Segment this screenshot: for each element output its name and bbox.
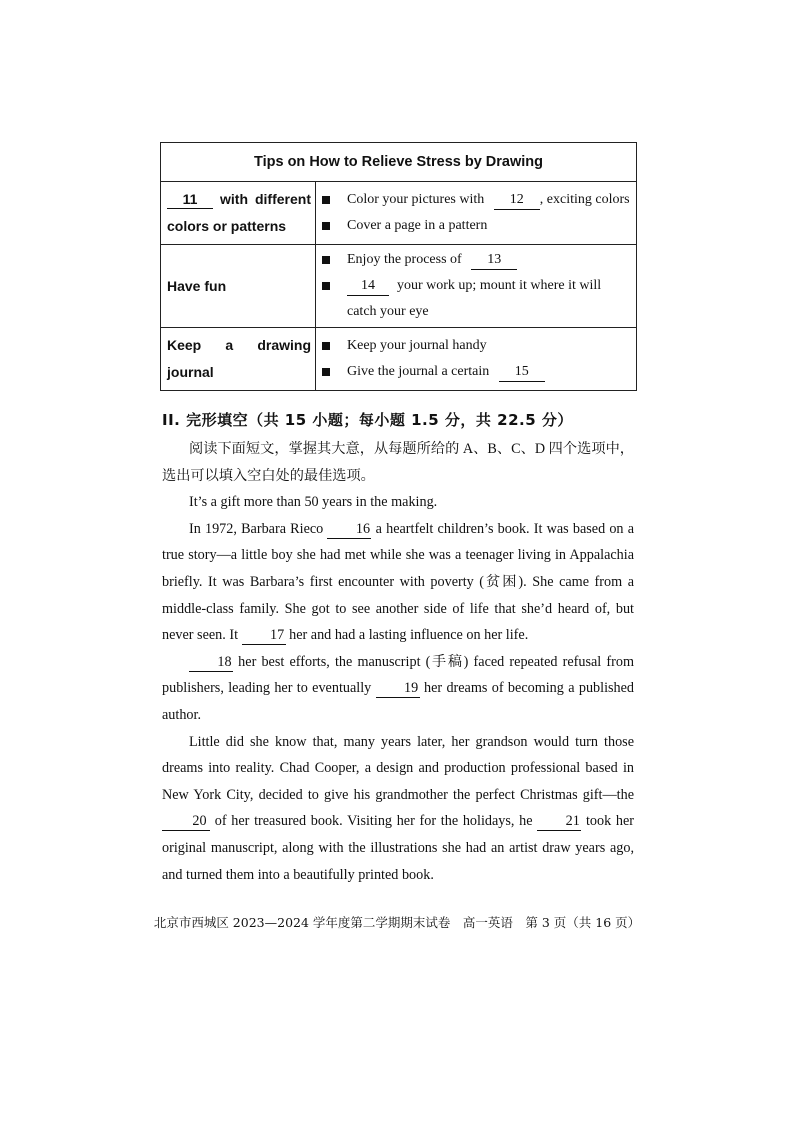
row-tips [316,328,637,391]
paragraph-text: her dreams of becoming a published author. [162,680,635,723]
tips-table [160,142,637,391]
paragraph: It’s a gift more than 50 years in the making. [189,494,438,511]
table-row [161,328,637,391]
blank-13: 13 [471,251,517,270]
blank-16: 16 [327,520,371,539]
paragraph [162,649,634,729]
tip-item [322,213,632,239]
table-row [161,182,637,245]
row-heading: Keep a drawing journal [161,328,316,391]
tip-item [322,273,632,325]
blank-12: 12 [494,191,540,210]
section-title: II. 完形填空（共 15 小题；每小题 1.5 分，共 22.5 分） [162,411,573,429]
paragraph-text: In 1972, Barbara Rieco [189,520,324,537]
row-tips [316,245,637,328]
blank-21: 21 [537,812,581,831]
blank-19: 19 [376,679,420,698]
paragraph-text: a heartfelt children’s book. It was based on a true story—a little boy she had met while she was a teenager living in Appalachia briefly. It was Barbara’s first encounter with poverty (贫困). She came from a middle-class family. She got to see another side of life that she’d heard of, but never seen. It [162,520,635,644]
tip-text: Give the journal a certain [347,364,490,379]
blank-20: 20 [162,812,210,831]
blank-18: 18 [189,653,233,672]
paragraph [162,516,634,649]
tip-text: your work up; mount it where it will catch your eye [347,278,602,319]
blank-14: 14 [347,277,389,296]
tip-item [322,247,632,273]
row-heading: Have fun [161,245,316,328]
square-bullet-icon [322,196,330,204]
page-footer: 北京市西城区 2023—2024 学年度第二学期期末试卷 高一英语 第 3 页（共 16 页） [153,915,641,930]
tip-item [322,333,632,359]
table-row [161,245,637,328]
paragraph [162,729,634,889]
blank-17: 17 [242,626,286,645]
instruction: 阅读下面短文，掌握其大意，从每题所给的 A、B、C、D 四个选项中，选出可以填入空白处的最佳选项。 [162,441,634,484]
tip-item [322,359,632,385]
row-heading [161,182,316,245]
tip-text: Keep your journal handy [347,338,487,353]
cloze-passage [162,436,634,888]
blank-11: 11 [167,190,213,209]
table-title: Tips on How to Relieve Stress by Drawing [161,143,637,182]
paragraph-text: Little did she know that, many years later, her grandson would turn those dreams into reality. Chad Cooper, a design and production professional based in New York City, decided to give his grandmother the perfect Christmas gift—the [162,733,634,803]
paragraph-text: her and had a lasting influence on her life. [289,627,529,644]
paragraph-text: took her original manuscript, along with the illustrations she had an artist draw years ago, and turned them into a beautifully printed book. [162,813,635,883]
tip-item [322,187,632,213]
tip-text: Color your pictures with [347,192,485,207]
square-bullet-icon [322,342,330,350]
row-tips [316,182,637,245]
blank-15: 15 [499,363,545,382]
square-bullet-icon [322,282,330,290]
tip-text: , exciting colors [539,192,630,207]
square-bullet-icon [322,256,330,264]
square-bullet-icon [322,368,330,376]
paragraph-text: of her treasured book. Visiting her for the holidays, he [214,813,533,830]
row-heading-text: with different colors or patterns [167,191,311,234]
tip-text: Enjoy the process of [347,252,462,267]
paragraph-text: her best efforts, the manuscript (手稿) faced repeated refusal from publishers, leading her to eventually [162,653,634,697]
tip-text: Cover a page in a pattern [347,218,488,233]
square-bullet-icon [322,222,330,230]
